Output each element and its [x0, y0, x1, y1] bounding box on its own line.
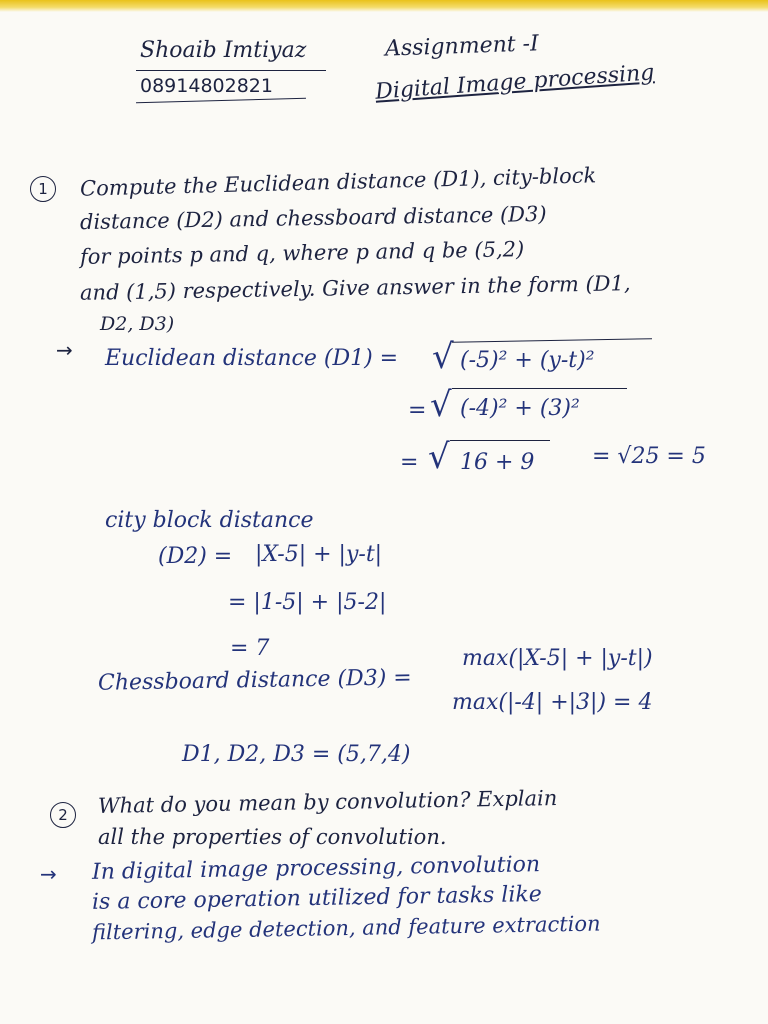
- city-block-step-1: |X-5| + |y-t|: [255, 542, 383, 567]
- euclidean-step-3: 16 + 9: [460, 450, 535, 475]
- sqrt-bar-3: [450, 440, 550, 441]
- question-1-line-4: and (1,5) respectively. Give answer in the form (D1,: [79, 271, 631, 305]
- page-top-edge: [0, 0, 768, 12]
- answer-1-arrow: →: [56, 338, 73, 362]
- euclidean-result: = √25 = 5: [592, 444, 706, 469]
- subject-title: Digital Image processing: [374, 60, 656, 105]
- chessboard-step-2: max(|-4| +|3|) = 4: [452, 690, 653, 715]
- sqrt-sign-1: √: [432, 337, 454, 377]
- sqrt-sign-3: √: [428, 437, 450, 477]
- question-1-line-2: distance (D2) and chessboard distance (D3): [79, 201, 547, 235]
- answer-2-arrow: →: [40, 862, 57, 886]
- euclidean-label: Euclidean distance (D1) =: [105, 346, 399, 371]
- final-answer: D1, D2, D3 = (5,7,4): [182, 742, 411, 767]
- question-2-line-1: What do you mean by convolution? Explain: [97, 785, 558, 819]
- euclidean-eq-2: =: [408, 398, 427, 423]
- assignment-title: Assignment -I: [384, 31, 540, 62]
- euclidean-eq-3: =: [400, 450, 419, 475]
- sqrt-sign-2: √: [430, 385, 452, 425]
- question-2-number: 2: [50, 802, 76, 828]
- city-block-d2: (D2) =: [158, 544, 233, 569]
- question-1-line-3: for points p and q, where p and q be (5,2): [79, 237, 525, 269]
- answer-2-line-3: filtering, edge detection, and feature extraction: [91, 911, 601, 945]
- euclidean-step-1: (-5)² + (y-t)²: [460, 348, 595, 373]
- answer-2-line-2: is a core operation utilized for tasks like: [91, 882, 542, 915]
- sqrt-bar-1: [452, 338, 652, 342]
- student-name: Shoaib Imtiyaz: [140, 38, 307, 63]
- chessboard-step-1: max(|X-5| + |y-t|): [462, 646, 653, 671]
- question-2-line-2: all the properties of convolution.: [98, 825, 447, 849]
- question-1-line-5: D2, D3): [100, 313, 175, 335]
- euclidean-step-2: (-4)² + (3)²: [460, 396, 580, 421]
- sqrt-bar-2: [452, 388, 627, 389]
- city-block-label: city block distance: [105, 508, 314, 533]
- roll-number: 08914802821: [140, 75, 273, 97]
- city-block-step-2: = |1-5| + |5-2|: [228, 590, 387, 615]
- answer-2-line-1: In digital image processing, convolution: [91, 852, 541, 885]
- chessboard-label: Chessboard distance (D3) =: [97, 665, 412, 696]
- city-block-step-3: = 7: [230, 636, 270, 661]
- name-underline: [136, 70, 326, 71]
- question-1-line-1: Compute the Euclidean distance (D1), city-block: [79, 163, 597, 201]
- question-1-number: 1: [30, 176, 56, 202]
- roll-underline: [136, 98, 306, 103]
